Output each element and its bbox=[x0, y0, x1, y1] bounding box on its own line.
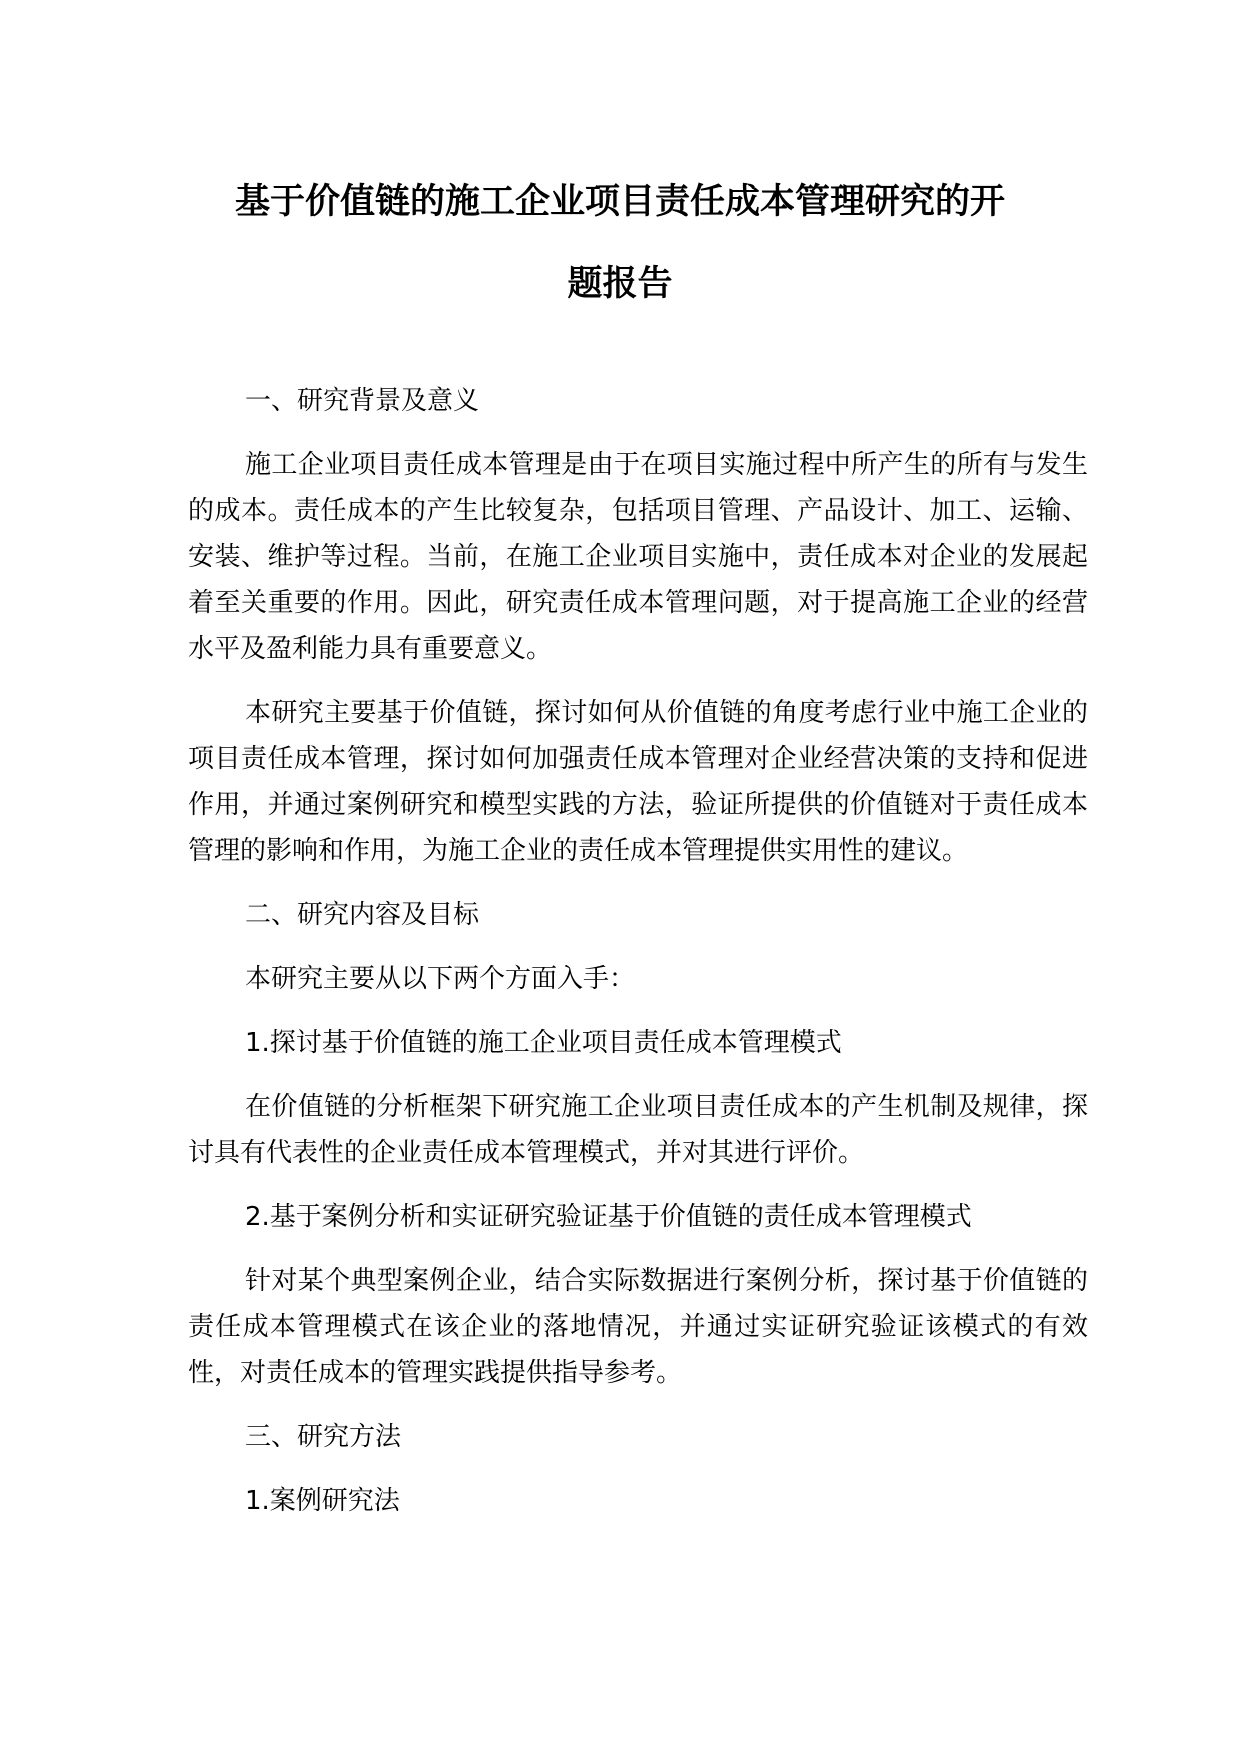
paragraph-background-1: 施工企业项目责任成本管理是由于在项目实施过程中所产生的所有与发生的成本。责任成本的产生比较复杂，包括项目管理、产品设计、加工、运输、安装、维护等过程。当前，在施工企业项目实施中，责任成本对企业的发展起着至关重要的作用。因此，研究责任成本管理问题，对于提高施工企业的经营水平及盈利能力具有重要意义。 bbox=[188, 450, 1088, 664]
subheading-content-1: 1.探讨基于价值链的施工企业项目责任成本管理模式 bbox=[245, 1028, 842, 1058]
subheading-methods-1: 1.案例研究法 bbox=[245, 1486, 400, 1516]
document-title-line-2: 题报告 bbox=[567, 264, 673, 304]
paragraph-content-2: 针对某个典型案例企业，结合实际数据进行案例分析，探讨基于价值链的责任成本管理模式在该企业的落地情况，并通过实证研究验证该模式的有效性，对责任成本的管理实践提供指导参考。 bbox=[188, 1266, 1088, 1388]
subheading-content-2: 2.基于案例分析和实证研究验证基于价值链的责任成本管理模式 bbox=[245, 1202, 972, 1232]
section-heading-content: 二、研究内容及目标 bbox=[245, 900, 480, 930]
paragraph-background-2: 本研究主要基于价值链，探讨如何从价值链的角度考虑行业中施工企业的项目责任成本管理，探讨如何加强责任成本管理对企业经营决策的支持和促进作用，并通过案例研究和模型实践的方法，验证所提供的价值链对于责任成本管理的影响和作用，为施工企业的责任成本管理提供实用性的建议。 bbox=[188, 698, 1088, 866]
paragraph-content-intro: 本研究主要从以下两个方面入手： bbox=[245, 964, 636, 994]
paragraph-content-1: 在价值链的分析框架下研究施工企业项目责任成本的产生机制及规律，探讨具有代表性的企业责任成本管理模式，并对其进行评价。 bbox=[188, 1092, 1088, 1168]
document-body bbox=[188, 378, 1088, 1542]
document-title-line-1: 基于价值链的施工企业项目责任成本管理研究的开 bbox=[234, 182, 1005, 222]
section-heading-background: 一、研究背景及意义 bbox=[245, 386, 480, 416]
section-heading-methods: 三、研究方法 bbox=[245, 1422, 402, 1452]
